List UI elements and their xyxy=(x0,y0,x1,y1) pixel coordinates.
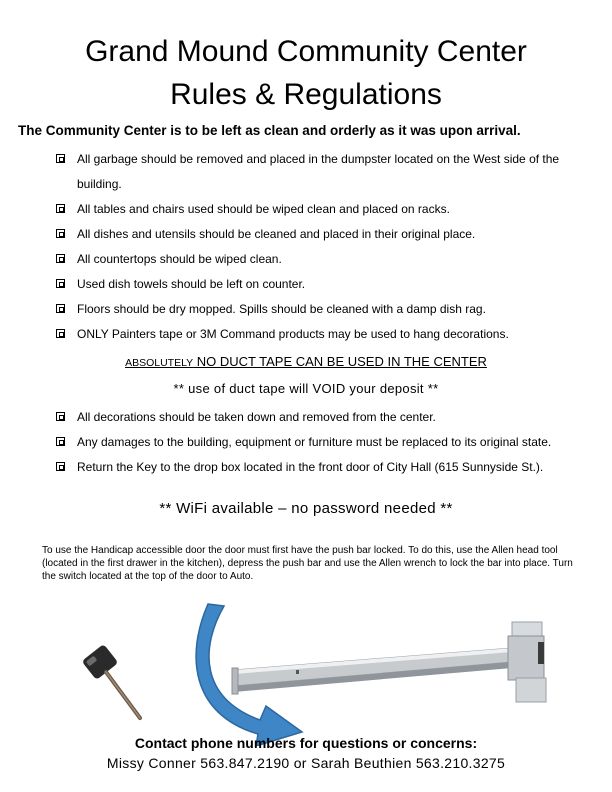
checkbox-icon xyxy=(56,304,65,313)
intro-statement: The Community Center is to be left as clean and orderly as it was upon arrival. xyxy=(18,123,521,138)
push-bar-image xyxy=(230,608,560,708)
checkbox-icon xyxy=(56,437,65,446)
checkbox-icon xyxy=(56,462,65,471)
checkbox-icon xyxy=(56,254,65,263)
checkbox-icon xyxy=(56,204,65,213)
contact-heading: Contact phone numbers for questions or concerns: xyxy=(134,735,478,751)
door-instructions: To use the Handicap accessible door the door must first have the push bar locked. To do this, use the Allen head tool (located in the first drawer in the kitchen), depress the push bar and use the Allen wrench to lock the bar into place. Turn the switch located at the top of the door to Auto. xyxy=(42,545,573,582)
checkbox-icon xyxy=(56,329,65,338)
wifi-notice: ** WiFi available – no password needed ** xyxy=(159,500,453,517)
checkbox-icon xyxy=(56,154,65,163)
allen-wrench-image xyxy=(78,640,168,730)
checkbox-icon xyxy=(56,229,65,238)
checkbox-icon xyxy=(56,412,65,421)
contact-line: Missy Conner 563.847.2190 or Sarah Beuthien 563.210.3275 xyxy=(106,755,506,771)
title-line-1: Grand Mound Community Center xyxy=(85,35,527,68)
checkbox-icon xyxy=(56,279,65,288)
title-line-2: Rules & Regulations xyxy=(170,78,442,111)
deposit-warning: ** use of duct tape will VOID your deposit ** xyxy=(173,381,439,396)
duct-tape-notice: ABSOLUTELY NO DUCT TAPE CAN BE USED IN THE CENTER xyxy=(125,354,487,369)
